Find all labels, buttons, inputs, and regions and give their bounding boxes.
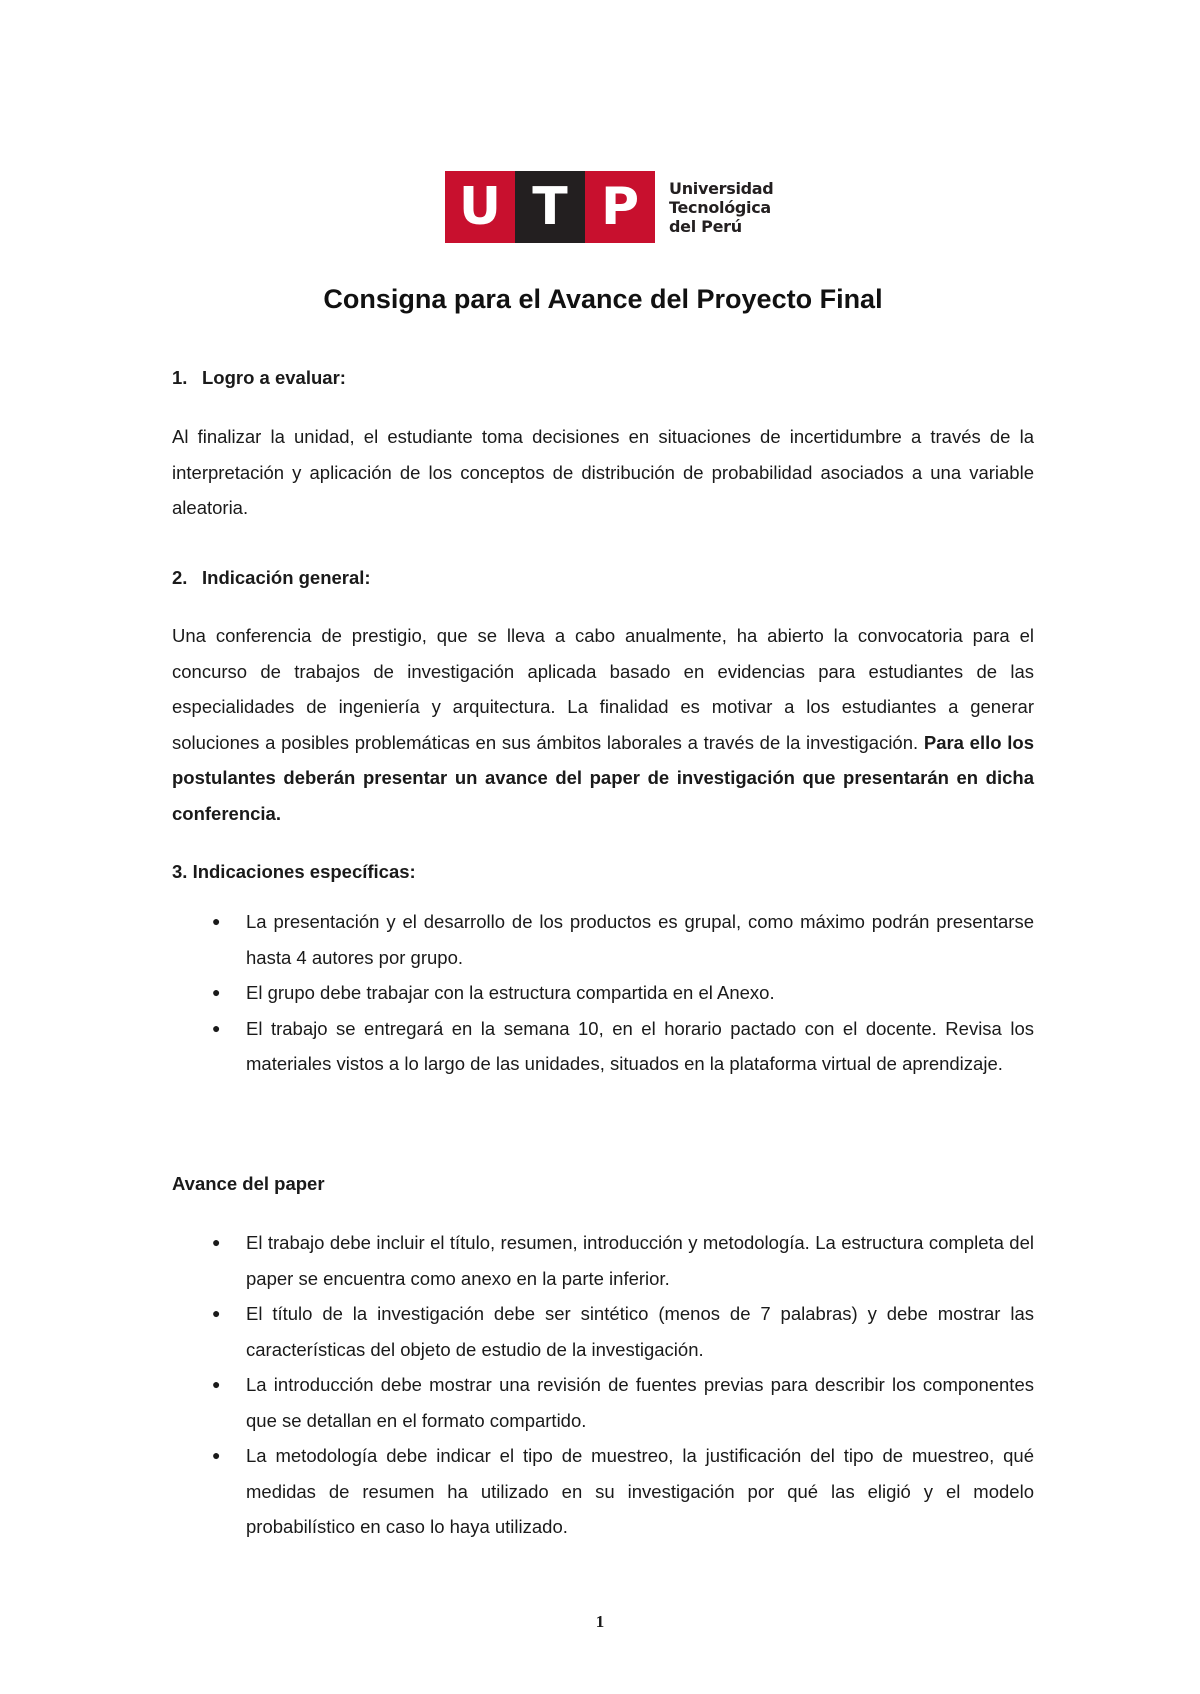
list-item-text: El trabajo se entregará en la semana 10, en el horario pactado con el docente. Revisa los materiales vistos a lo largo de las unidades, situados en la plataforma virtual de aprendizaje. bbox=[246, 1017, 1034, 1074]
bullet-icon: ● bbox=[212, 913, 221, 929]
logo-letter-u: U bbox=[445, 171, 515, 243]
section-2-number: 2. bbox=[172, 567, 188, 588]
list-item-text: El grupo debe trabajar con la estructura compartida en el Anexo. bbox=[246, 982, 775, 1003]
section-2-body bbox=[172, 618, 1034, 831]
bullet-icon: ● bbox=[212, 1376, 221, 1392]
section-2-heading-text: Indicación general: bbox=[202, 567, 371, 588]
list-item bbox=[172, 1296, 1034, 1367]
logo-line-2: Tecnológica bbox=[669, 197, 771, 217]
section-3-list bbox=[172, 904, 1034, 1082]
list-item bbox=[172, 1438, 1034, 1545]
logo-line-3: del Perú bbox=[669, 216, 742, 236]
page-number: 1 bbox=[595, 1612, 605, 1631]
section-1-body: Al finalizar la unidad, el estudiante toma decisiones en situaciones de incertidumbre a través de la interpretación y aplicación de los conceptos de distribución de probabilidad asociados a una variable aleatoria. bbox=[172, 426, 1034, 518]
section-4-heading: Avance del paper bbox=[172, 1173, 325, 1194]
bullet-icon: ● bbox=[212, 984, 221, 1000]
list-item-text: La introducción debe mostrar una revisión de fuentes previas para describir los componentes que se detallan en el formato compartido. bbox=[246, 1374, 1034, 1431]
section-4-list bbox=[172, 1225, 1034, 1545]
list-item bbox=[172, 904, 1034, 975]
bullet-icon: ● bbox=[212, 1019, 221, 1036]
bullet-icon: ● bbox=[212, 1305, 221, 1321]
logo-line-1: Universidad bbox=[669, 178, 774, 198]
section-3-heading: 3. Indicaciones específicas: bbox=[172, 861, 416, 882]
bullet-icon: ● bbox=[212, 1447, 221, 1463]
list-item-text: La metodología debe indicar el tipo de muestreo, la justificación del tipo de muestreo, qué medidas de resumen ha utilizado en su investigación por qué las eligió y el modelo probabilístico en caso lo haya utilizado. bbox=[246, 1445, 1034, 1537]
logo-wordmark bbox=[669, 179, 773, 236]
list-item-text: La presentación y el desarrollo de los productos es grupal, como máximo podrán presentarse hasta 4 autores por grupo. bbox=[246, 911, 1034, 968]
list-item bbox=[172, 975, 1034, 1011]
utp-logo bbox=[445, 171, 773, 243]
list-item-text: El título de la investigación debe ser sintético (menos de 7 palabras) y debe mostrar las características del objeto de estudio de la investigación. bbox=[246, 1303, 1034, 1360]
bullet-icon: ● bbox=[212, 1234, 221, 1250]
page-title: Consigna para el Avance del Proyecto Final bbox=[323, 284, 883, 314]
logo-letter-t: T bbox=[515, 171, 585, 243]
list-item-text: El trabajo debe incluir el título, resumen, introducción y metodología. La estructura completa del paper se encuentra como anexo en la parte inferior. bbox=[246, 1232, 1034, 1289]
section-2-body-bold: Para ello los postulantes deberán presentar un avance del paper de investigación que presentarán en dicha conferencia. bbox=[172, 731, 1034, 824]
list-item bbox=[172, 1225, 1034, 1296]
list-item bbox=[172, 1367, 1034, 1438]
section-2-body-text: Una conferencia de prestigio, que se lleva a cabo anualmente, ha abierto la convocatoria para el concurso de trabajos de investigación aplicada basado en evidencias para estudiantes de las especialidades de ingeniería y arquitectura. La finalidad es motivar a los estudiantes a generar soluciones a posibles problemáticas en sus ámbitos laborales a través de la investigación. bbox=[172, 625, 1034, 753]
list-item bbox=[172, 1011, 1034, 1082]
section-1-heading bbox=[172, 366, 346, 390]
logo-letter-p: P bbox=[585, 171, 655, 243]
section-2-heading bbox=[172, 566, 371, 590]
section-1-number: 1. bbox=[172, 367, 188, 388]
section-1-heading-text: Logro a evaluar: bbox=[202, 367, 346, 388]
